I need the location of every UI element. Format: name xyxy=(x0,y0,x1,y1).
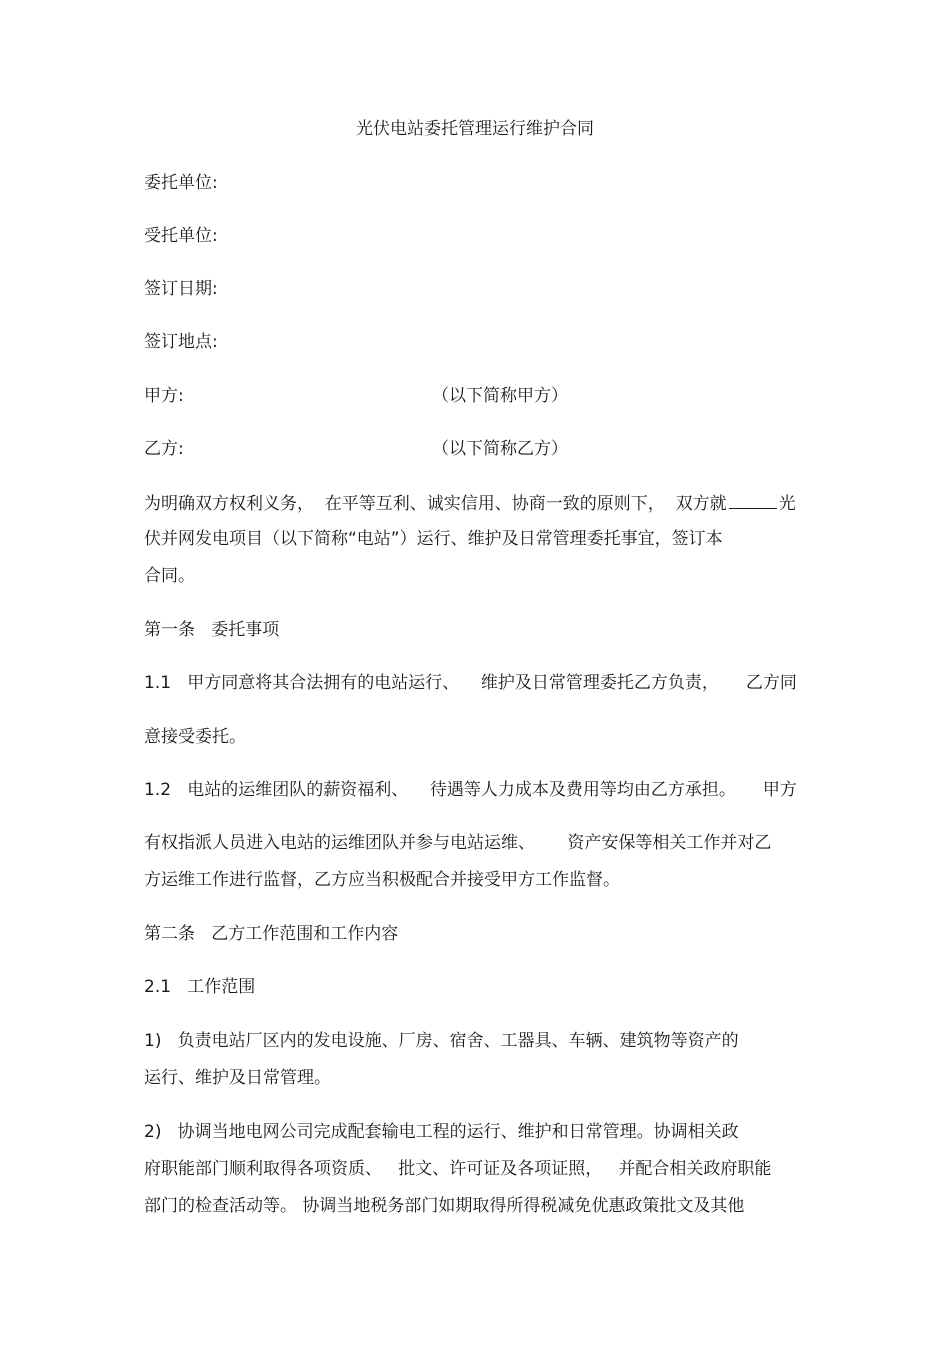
contract-title: 光伏电站委托管理运行维护合同 xyxy=(356,119,594,139)
party-a-note: （以下简称甲方） xyxy=(432,386,568,406)
clause-2-1-heading: 2.1 工作范围 xyxy=(144,977,256,997)
clause-1-1-line-1: 1.1 甲方同意将其合法拥有的电站运行、 维护及日常管理委托乙方负责， 乙方同 xyxy=(144,673,797,693)
clause-1-2-line-1: 1.2 电站的运维团队的薪资福利、 待遇等人力成本及费用等均由乙方承担。 甲方 xyxy=(144,780,797,800)
article-1-heading: 第一条 委托事项 xyxy=(144,620,280,640)
entrusted-party-label: 受托单位: xyxy=(144,226,218,246)
signing-date-label: 签订日期: xyxy=(144,279,218,299)
item-1-line-2: 运行、维护及日常管理。 xyxy=(144,1068,331,1088)
clause-1-2-line-3: 方运维工作进行监督，乙方应当积极配合并接受甲方工作监督。 xyxy=(144,870,620,890)
clause-1-1-line-2: 意接受委托。 xyxy=(144,727,246,747)
preamble-line-1 xyxy=(144,490,796,516)
preamble-line-1-end: 光 xyxy=(778,494,796,514)
item-2-line-3: 部门的检查活动等。 协调当地税务部门如期取得所得税减免优惠政策批文及其他 xyxy=(144,1196,745,1216)
item-2-line-1: 2) 协调当地电网公司完成配套输电工程的运行、维护和日常管理。协调相关政 xyxy=(144,1122,739,1142)
article-2-heading: 第二条 乙方工作范围和工作内容 xyxy=(144,924,399,944)
party-b-label: 乙方: xyxy=(144,439,184,459)
entrusting-party-label: 委托单位: xyxy=(144,173,218,193)
signing-place-label: 签订地点: xyxy=(144,332,218,352)
item-1-line-1: 1) 负责电站厂区内的发电设施、厂房、宿舍、工器具、车辆、建筑物等资产的 xyxy=(144,1031,739,1051)
clause-1-2-line-2: 有权指派人员进入电站的运维团队并参与电站运维、 资产安保等相关工作并对乙 xyxy=(144,833,772,853)
party-b-note: （以下简称乙方） xyxy=(432,439,568,459)
project-name-blank xyxy=(729,490,777,509)
preamble-line-1-text: 为明确双方权利义务， 在平等互利、诚实信用、协商一致的原则下， 双方就 xyxy=(144,494,727,514)
item-2-line-2: 府职能部门顺利取得各项资质、 批文、许可证及各项证照， 并配合相关政府职能 xyxy=(144,1159,772,1179)
party-a-label: 甲方: xyxy=(144,386,184,406)
preamble-line-3: 合同。 xyxy=(144,566,195,586)
preamble-line-2: 伏并网发电项目（以下简称“电站”）运行、维护及日常管理委托事宜，签订本 xyxy=(144,529,723,549)
